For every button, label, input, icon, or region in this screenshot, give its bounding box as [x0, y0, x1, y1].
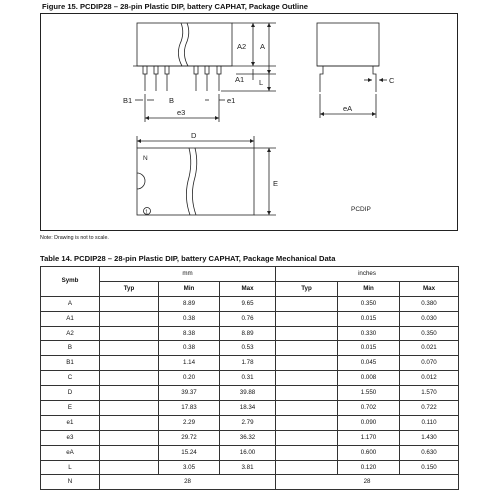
table-cell-mm-min: 0.38 — [159, 311, 220, 326]
dim-label-l: L — [259, 78, 264, 87]
table-cell-symb: D — [41, 386, 100, 401]
table-cell-mm-max: 0.31 — [220, 371, 276, 386]
table-cell-inches-min: 0.090 — [338, 415, 400, 430]
table-cell-mm-typ — [100, 371, 159, 386]
table-cell-mm: 28 — [100, 475, 276, 490]
dim-label-e1: e1 — [227, 96, 236, 105]
dim-label-c: C — [389, 76, 395, 85]
table-row-n — [41, 475, 459, 490]
table-cell-mm-min: 1.14 — [159, 356, 220, 371]
table-row — [41, 460, 459, 475]
table-cell-symb: A — [41, 296, 100, 311]
table-cell-mm-max: 1.78 — [220, 356, 276, 371]
table-cell-mm-max: 36.32 — [220, 430, 276, 445]
table-cell-symb: B — [41, 341, 100, 356]
table-row — [41, 341, 459, 356]
table-cell-mm-min: 8.89 — [159, 296, 220, 311]
table-cell-inches-max: 0.070 — [400, 356, 459, 371]
table-cell-mm-min: 2.29 — [159, 415, 220, 430]
table-row — [41, 296, 459, 311]
table-cell-inches-max: 1.430 — [400, 430, 459, 445]
mm-header: mm — [100, 267, 276, 282]
table-cell-symb: E — [41, 401, 100, 416]
dim-label-e3: e3 — [177, 108, 186, 117]
table-cell-inches: 28 — [276, 475, 459, 490]
table-cell-mm-min: 3.05 — [159, 460, 220, 475]
table-cell-mm-max: 0.76 — [220, 311, 276, 326]
table-cell-symb: A2 — [41, 326, 100, 341]
table-cell-mm-min: 39.37 — [159, 386, 220, 401]
table-cell-inches-max: 0.150 — [400, 460, 459, 475]
table-cell-mm-typ — [100, 341, 159, 356]
dim-label-b: B — [169, 96, 175, 105]
table-cell-mm-min: 17.83 — [159, 401, 220, 416]
table-cell-inches-typ — [276, 415, 338, 430]
package-outline-figure — [40, 13, 458, 231]
table-cell-inches-max: 0.630 — [400, 445, 459, 460]
table-cell-mm-typ — [100, 356, 159, 371]
table-row — [41, 445, 459, 460]
table-cell-inches-typ — [276, 445, 338, 460]
table-cell-mm-min: 8.38 — [159, 326, 220, 341]
table-cell-symb: N — [41, 475, 100, 490]
table-cell-inches-typ — [276, 430, 338, 445]
table-cell-inches-typ — [276, 401, 338, 416]
table-cell-mm-max: 18.34 — [220, 401, 276, 416]
symb-header: Symb — [41, 267, 100, 297]
table-cell-inches-max: 0.350 — [400, 326, 459, 341]
table-row — [41, 430, 459, 445]
table-cell-inches-typ — [276, 341, 338, 356]
table-cell-inches-max: 0.722 — [400, 401, 459, 416]
table-cell-symb: B1 — [41, 356, 100, 371]
table-cell-mm-min: 15.24 — [159, 445, 220, 460]
table-cell-mm-typ — [100, 386, 159, 401]
package-code-label: PCDIP — [351, 206, 371, 213]
mechanical-data-table — [40, 266, 459, 490]
table-cell-inches-max: 0.110 — [400, 415, 459, 430]
table-cell-inches-max: 0.380 — [400, 296, 459, 311]
table-cell-symb: A1 — [41, 311, 100, 326]
table-cell-mm-max: 39.88 — [220, 386, 276, 401]
table-cell-mm-typ — [100, 415, 159, 430]
figure-title: Figure 15. PCDIP28 – 28-pin Plastic DIP, battery CAPHAT, Package Outline — [42, 2, 309, 11]
table-cell-mm-typ — [100, 460, 159, 475]
table-cell-mm-max: 2.79 — [220, 415, 276, 430]
mm-max-header: Max — [220, 281, 276, 296]
table-row — [41, 326, 459, 341]
dim-label-b1: B1 — [123, 96, 133, 105]
table-row — [41, 386, 459, 401]
table-cell-inches-max: 0.021 — [400, 341, 459, 356]
dim-label-e: E — [273, 179, 279, 188]
table-row — [41, 371, 459, 386]
table-cell-mm-typ — [100, 326, 159, 341]
table-cell-inches-min: 0.600 — [338, 445, 400, 460]
table-cell-inches-min: 1.550 — [338, 386, 400, 401]
table-cell-mm-min: 0.20 — [159, 371, 220, 386]
inches-header: inches — [276, 267, 459, 282]
table-row — [41, 415, 459, 430]
table-cell-symb: L — [41, 460, 100, 475]
table-cell-mm-max: 8.89 — [220, 326, 276, 341]
dim-label-a: A — [260, 42, 266, 51]
table-cell-inches-min: 0.350 — [338, 296, 400, 311]
table-cell-inches-typ — [276, 460, 338, 475]
table-cell-inches-typ — [276, 296, 338, 311]
table-cell-inches-min: 0.702 — [338, 401, 400, 416]
table-title: Table 14. PCDIP28 – 28-pin Plastic DIP, battery CAPHAT, Package Mechanical Data — [40, 254, 336, 263]
table-cell-mm-typ — [100, 445, 159, 460]
dim-label-a1: A1 — [235, 75, 245, 84]
mm-typ-header: Typ — [100, 281, 159, 296]
table-cell-mm-max: 16.00 — [220, 445, 276, 460]
table-cell-inches-min: 1.170 — [338, 430, 400, 445]
dim-label-a2: A2 — [237, 42, 247, 51]
table-cell-inches-min: 0.045 — [338, 356, 400, 371]
table-cell-mm-typ — [100, 296, 159, 311]
inches-min-header: Min — [338, 281, 400, 296]
drawing-note: Note: Drawing is not to scale. — [40, 235, 109, 241]
table-cell-inches-max: 0.012 — [400, 371, 459, 386]
table-cell-mm-min: 29.72 — [159, 430, 220, 445]
mm-min-header: Min — [159, 281, 220, 296]
table-cell-inches-min: 0.120 — [338, 460, 400, 475]
table-cell-inches-max: 1.570 — [400, 386, 459, 401]
pin-1-label: 1 — [145, 209, 149, 216]
table-cell-mm-max: 0.53 — [220, 341, 276, 356]
pin-n-label: N — [143, 155, 148, 162]
table-cell-inches-typ — [276, 311, 338, 326]
table-cell-inches-min: 0.015 — [338, 311, 400, 326]
table-body — [41, 296, 459, 490]
table-cell-inches-typ — [276, 326, 338, 341]
table-cell-mm-min: 0.38 — [159, 341, 220, 356]
table-row — [41, 401, 459, 416]
dim-label-ea: eA — [343, 104, 353, 113]
table-row — [41, 356, 459, 371]
table-cell-mm-max: 3.81 — [220, 460, 276, 475]
inches-max-header: Max — [400, 281, 459, 296]
table-row — [41, 311, 459, 326]
inches-typ-header: Typ — [276, 281, 338, 296]
table-cell-inches-typ — [276, 371, 338, 386]
table-cell-mm-typ — [100, 311, 159, 326]
table-cell-symb: eA — [41, 445, 100, 460]
dim-label-d: D — [191, 131, 197, 140]
table-cell-mm-typ — [100, 430, 159, 445]
package-outline-drawing — [41, 14, 459, 232]
table-cell-inches-typ — [276, 356, 338, 371]
table-cell-inches-typ — [276, 386, 338, 401]
table-cell-inches-min: 0.330 — [338, 326, 400, 341]
table-cell-inches-max: 0.030 — [400, 311, 459, 326]
table-cell-mm-max: 9.65 — [220, 296, 276, 311]
table-cell-symb: C — [41, 371, 100, 386]
table-cell-inches-min: 0.015 — [338, 341, 400, 356]
table-cell-symb: e3 — [41, 430, 100, 445]
table-cell-mm-typ — [100, 401, 159, 416]
table-cell-inches-min: 0.008 — [338, 371, 400, 386]
table-cell-symb: e1 — [41, 415, 100, 430]
